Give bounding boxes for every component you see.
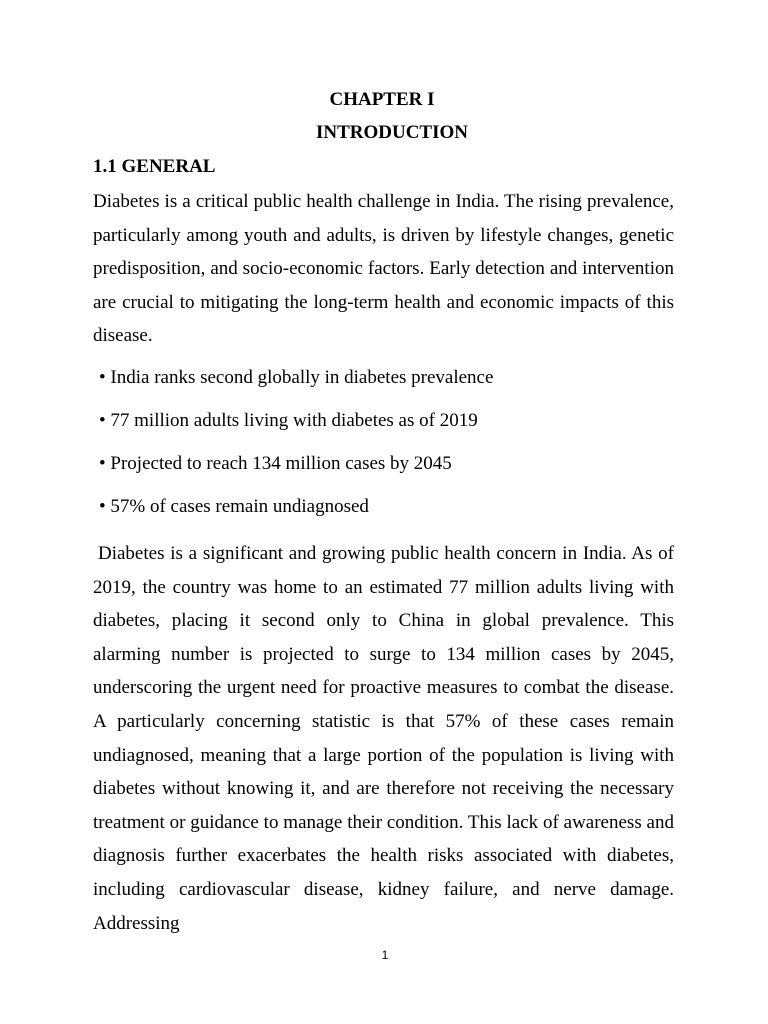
- body-paragraph: [93, 537, 674, 940]
- page-number: 1: [381, 948, 389, 962]
- body-paragraph-text: Diabetes is a significant and growing public health concern in India. As of 2019, the country was home to an estimated 77 million adults living with diabetes, placing it second only to China in global prevalence. This alarming number is projected to surge to 134 million cases by 2045, underscoring the urgent need for proactive measures to combat the disease. A particularly concerning statistic is that 57% of these cases remain undiagnosed, meaning that a large portion of the population is living with diabetes without knowing it, and are therefore not receiving the necessary treatment or guidance to manage their condition. This lack of awareness and diagnosis further exacerbates the health risks associated with diabetes, including cardiovascular disease, kidney failure, and nerve damage. Addressing: [93, 543, 674, 934]
- list-item: • 77 million adults living with diabetes as of 2019: [99, 410, 478, 431]
- section-heading: 1.1 GENERAL: [93, 156, 216, 177]
- chapter-title: INTRODUCTION: [315, 122, 469, 143]
- chapter-label: CHAPTER I: [329, 89, 435, 110]
- list-item: • Projected to reach 134 million cases by 2045: [99, 453, 452, 474]
- list-item: • India ranks second globally in diabetes prevalence: [99, 367, 494, 388]
- intro-paragraph: Diabetes is a critical public health challenge in India. The rising prevalence, particularly among youth and adults, is driven by lifestyle changes, genetic predisposition, and socio-economic factors. Early detection and intervention are crucial to mitigating the long-term health and economic impacts of this disease.: [93, 191, 674, 346]
- list-item: • 57% of cases remain undiagnosed: [99, 496, 369, 517]
- key-facts-list: [99, 364, 674, 536]
